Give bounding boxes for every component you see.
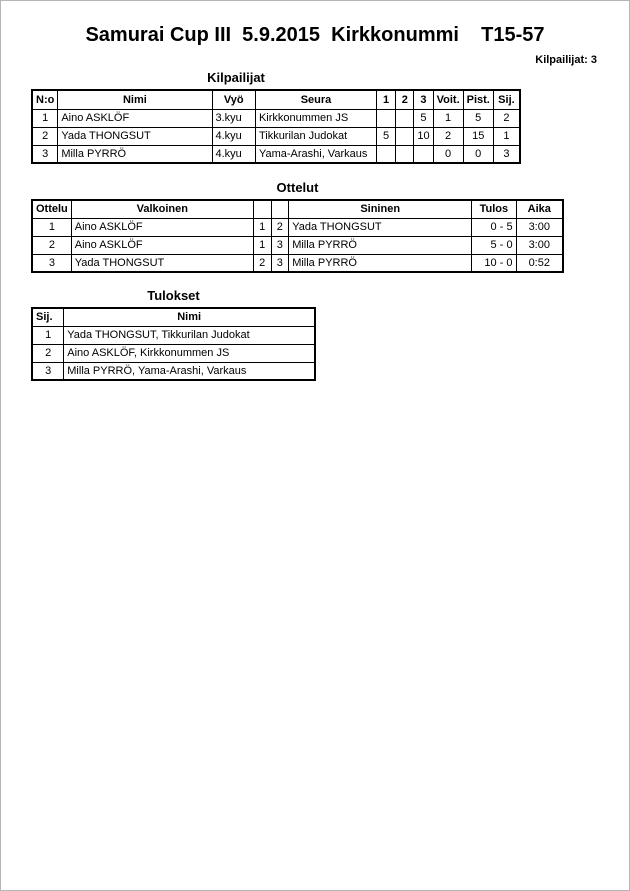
- participants-count: Kilpailijat: 3: [535, 54, 597, 66]
- table-row: [32, 362, 315, 380]
- cell-nimi: Yada THONGSUT, Tikkurilan Judokat: [64, 326, 315, 344]
- cell-nimi: Milla PYRRÖ: [58, 145, 212, 163]
- cell-aika: 3:00: [516, 218, 563, 236]
- col-header-sij: Sij.: [32, 308, 64, 326]
- cell-match1: 5: [377, 127, 396, 145]
- kilpailijat-section: [31, 70, 521, 164]
- cell-vyo: 4.kyu: [212, 145, 255, 163]
- cell-match3: [414, 145, 433, 163]
- cell-no: 3: [32, 145, 58, 163]
- cell-ottelu: 3: [32, 254, 71, 272]
- cell-sij: 1: [32, 326, 64, 344]
- ottelut-heading: Ottelut: [276, 180, 319, 195]
- col-header-sininen: Sininen: [289, 200, 472, 218]
- col-header-voit: Voit.: [433, 90, 463, 109]
- table-row: [32, 127, 520, 145]
- cell-pist: 0: [463, 145, 493, 163]
- tulokset-table: [31, 307, 316, 381]
- cell-seura: Tikkurilan Judokat: [255, 127, 376, 145]
- cell-blue-no: 3: [271, 236, 289, 254]
- cell-sininen: Yada THONGSUT: [289, 218, 472, 236]
- cell-seura: Kirkkonummen JS: [255, 109, 376, 127]
- col-header-valkoinen: Valkoinen: [71, 200, 253, 218]
- ottelut-section: [31, 180, 564, 273]
- col-header-nimi: Nimi: [64, 308, 315, 326]
- table-row: [32, 344, 315, 362]
- cell-tulos: 0 - 5: [472, 218, 516, 236]
- cell-valkoinen: Aino ASKLÖF: [71, 218, 253, 236]
- cell-nimi: Milla PYRRÖ, Yama-Arashi, Varkaus: [64, 362, 315, 380]
- cell-valkoinen: Aino ASKLÖF: [71, 236, 253, 254]
- table-row: [32, 254, 563, 272]
- tulokset-section: [31, 288, 316, 381]
- tulokset-header-row: [32, 308, 315, 326]
- cell-aika: 3:00: [516, 236, 563, 254]
- kilpailijat-header-row: [32, 90, 520, 109]
- tulokset-heading: Tulokset: [147, 288, 200, 303]
- cell-match3: 10: [414, 127, 433, 145]
- kilpailijat-heading: Kilpailijat: [207, 70, 265, 85]
- cell-vyo: 3.kyu: [212, 109, 255, 127]
- cell-nimi: Yada THONGSUT: [58, 127, 212, 145]
- cell-vyo: 4.kyu: [212, 127, 255, 145]
- cell-blue-no: 2: [271, 218, 289, 236]
- table-row: [32, 326, 315, 344]
- page-title: Samurai Cup III 5.9.2015 Kirkkonummi T15-57: [85, 24, 545, 46]
- cell-pist: 15: [463, 127, 493, 145]
- cell-match2: [396, 109, 414, 127]
- cell-sij: 3: [493, 145, 520, 163]
- cell-white-no: 2: [253, 254, 271, 272]
- cell-no: 1: [32, 109, 58, 127]
- cell-sij: 2: [32, 344, 64, 362]
- cell-white-no: 1: [253, 218, 271, 236]
- col-header-vyo: Vyö: [212, 90, 255, 109]
- cell-valkoinen: Yada THONGSUT: [71, 254, 253, 272]
- col-header-sij: Sij.: [493, 90, 520, 109]
- cell-seura: Yama-Arashi, Varkaus: [255, 145, 376, 163]
- cell-nimi: Aino ASKLÖF: [58, 109, 212, 127]
- col-header-tulos: Tulos: [472, 200, 516, 218]
- col-header-aika: Aika: [516, 200, 563, 218]
- ottelut-header-row: [32, 200, 563, 218]
- col-header-nimi: Nimi: [58, 90, 212, 109]
- col-header-pist: Pist.: [463, 90, 493, 109]
- cell-sininen: Milla PYRRÖ: [289, 254, 472, 272]
- cell-match3: 5: [414, 109, 433, 127]
- cell-sij: 3: [32, 362, 64, 380]
- cell-ottelu: 1: [32, 218, 71, 236]
- cell-white-no: 1: [253, 236, 271, 254]
- col-header-ottelu: Ottelu: [32, 200, 71, 218]
- cell-no: 2: [32, 127, 58, 145]
- cell-sij: 2: [493, 109, 520, 127]
- kilpailijat-table: [31, 89, 521, 164]
- empty-header-cell: [271, 200, 289, 218]
- cell-match2: [396, 145, 414, 163]
- col-header-match3: 3: [414, 90, 433, 109]
- cell-nimi: Aino ASKLÖF, Kirkkonummen JS: [64, 344, 315, 362]
- cell-tulos: 5 - 0: [472, 236, 516, 254]
- table-row: [32, 145, 520, 163]
- col-header-match1: 1: [377, 90, 396, 109]
- ottelut-table: [31, 199, 564, 273]
- cell-voit: 2: [433, 127, 463, 145]
- cell-tulos: 10 - 0: [472, 254, 516, 272]
- col-header-no: N:o: [32, 90, 58, 109]
- cell-ottelu: 2: [32, 236, 71, 254]
- cell-sij: 1: [493, 127, 520, 145]
- col-header-match2: 2: [396, 90, 414, 109]
- cell-match1: [377, 145, 396, 163]
- cell-aika: 0:52: [516, 254, 563, 272]
- cell-pist: 5: [463, 109, 493, 127]
- cell-blue-no: 3: [271, 254, 289, 272]
- cell-sininen: Milla PYRRÖ: [289, 236, 472, 254]
- cell-voit: 0: [433, 145, 463, 163]
- col-header-seura: Seura: [255, 90, 376, 109]
- table-row: [32, 109, 520, 127]
- table-row: [32, 218, 563, 236]
- cell-voit: 1: [433, 109, 463, 127]
- cell-match2: [396, 127, 414, 145]
- empty-header-cell: [253, 200, 271, 218]
- cell-match1: [377, 109, 396, 127]
- table-row: [32, 236, 563, 254]
